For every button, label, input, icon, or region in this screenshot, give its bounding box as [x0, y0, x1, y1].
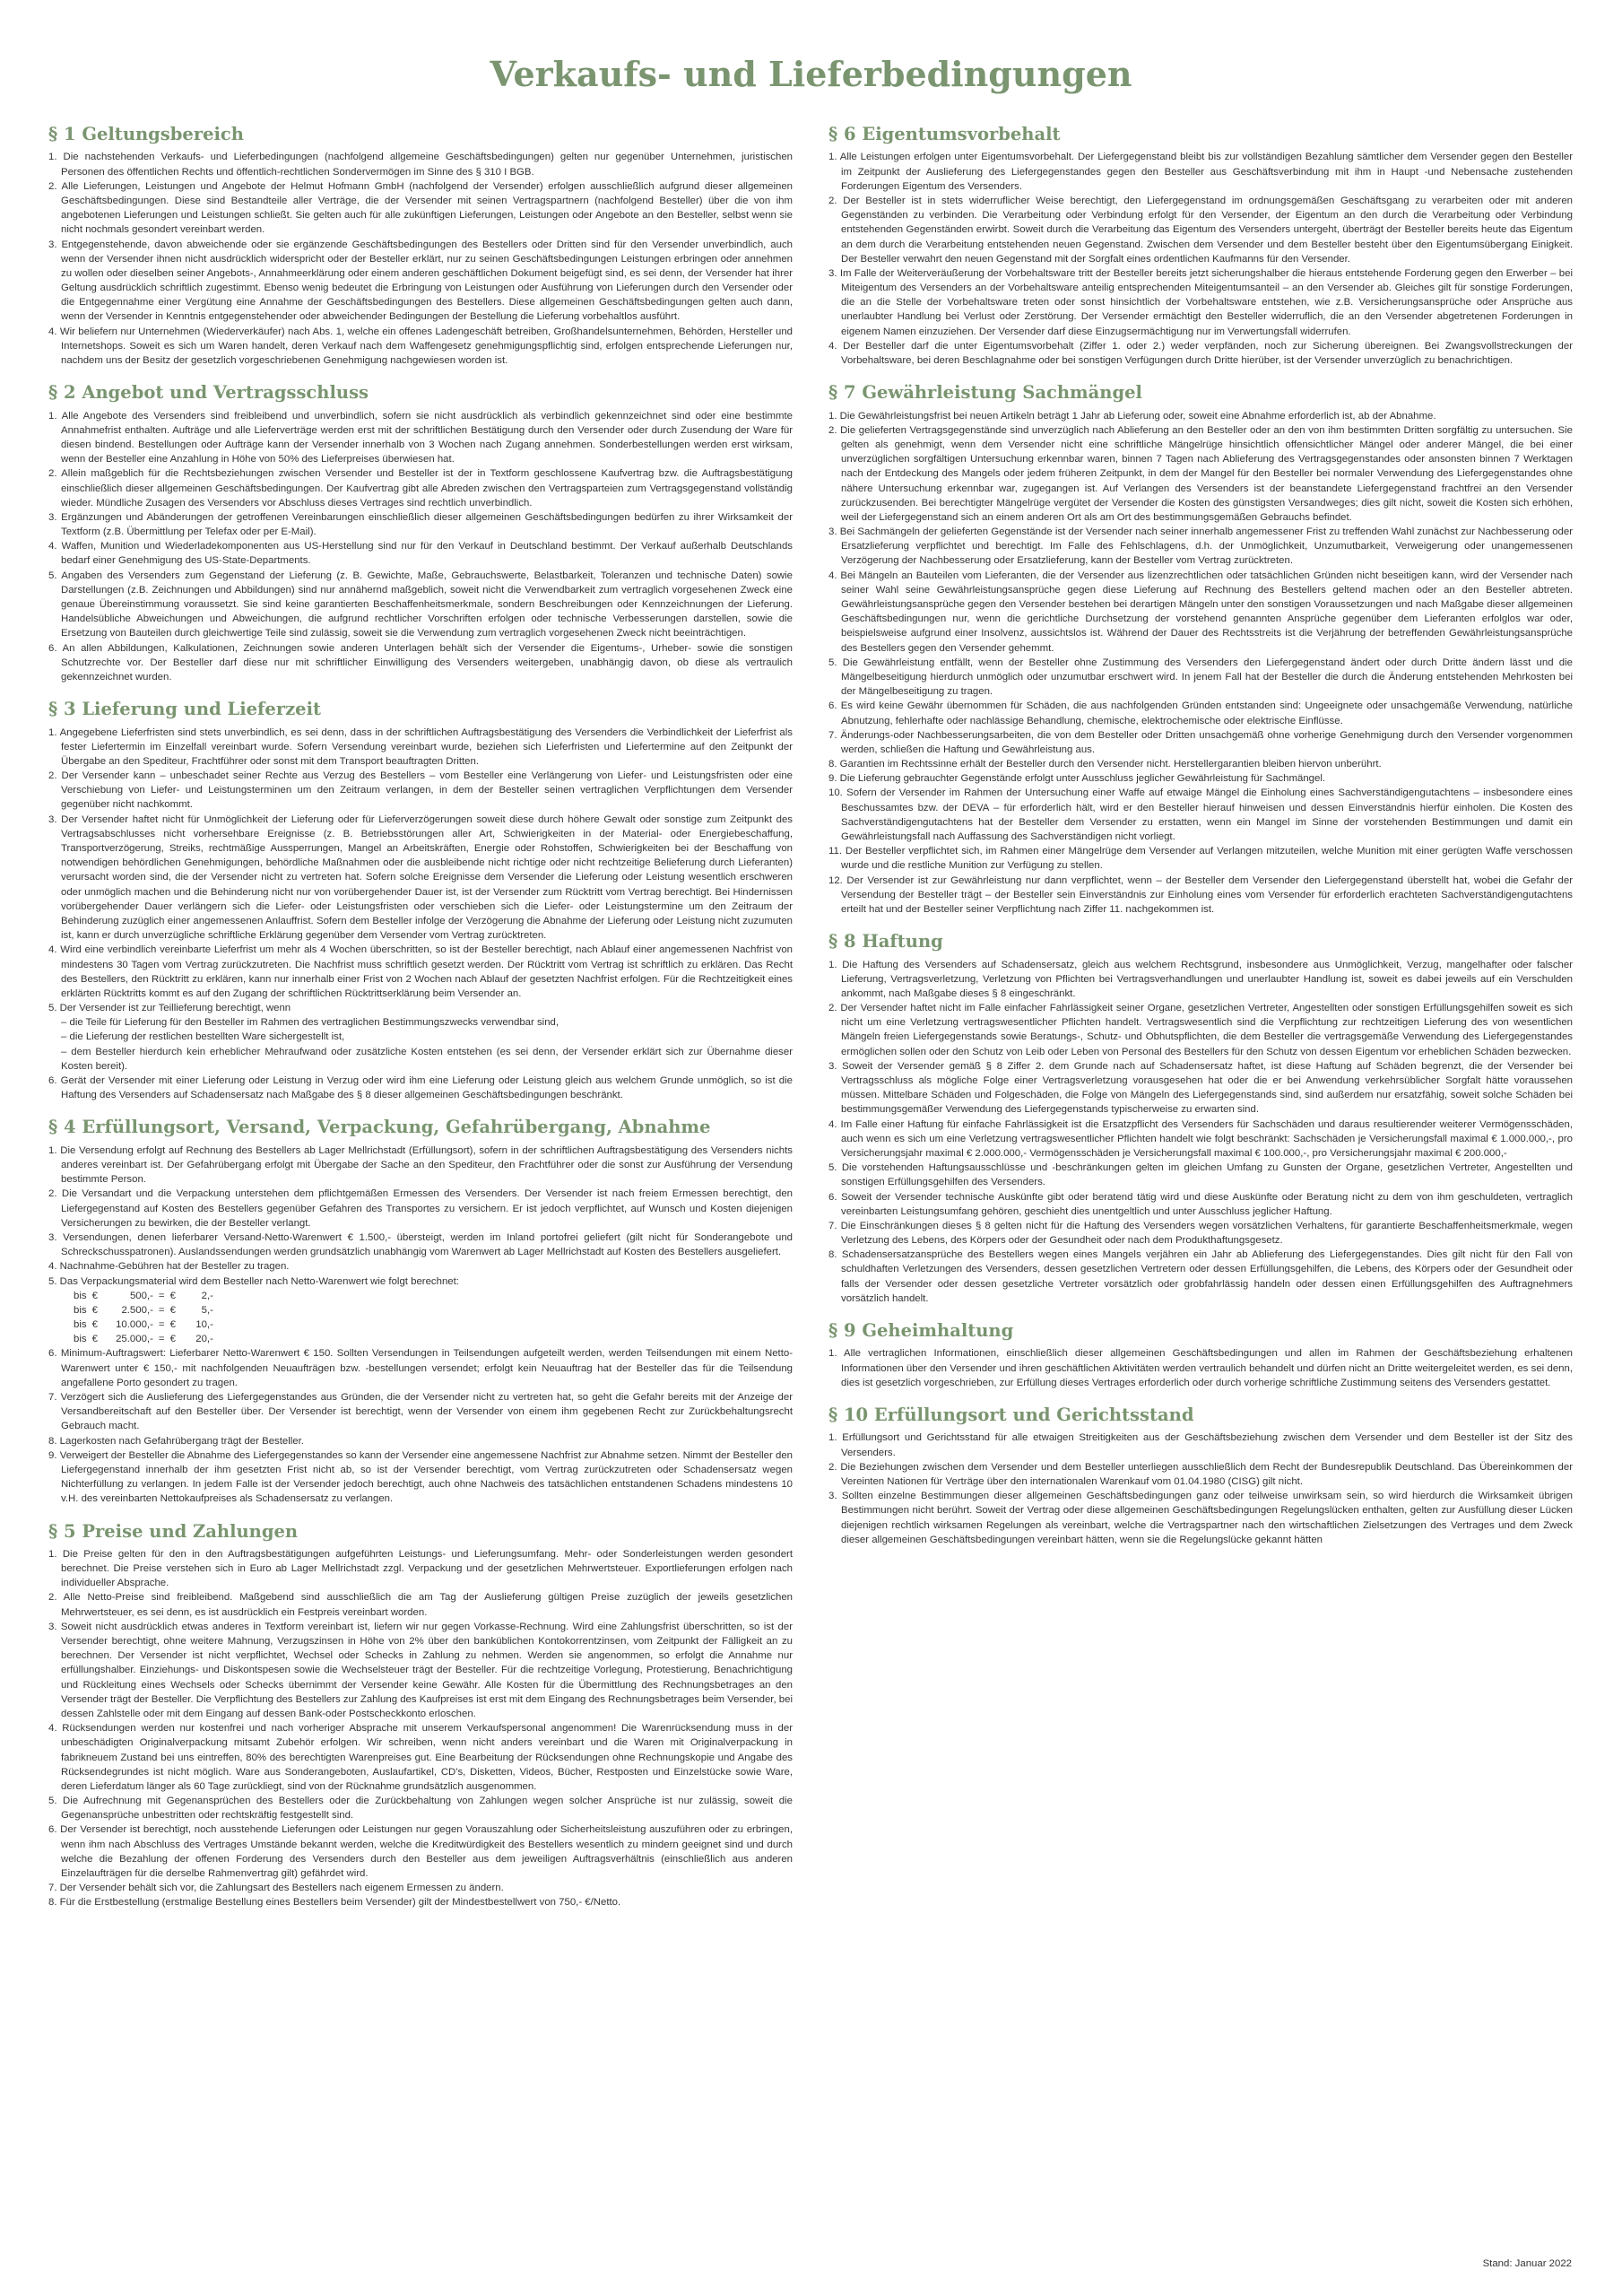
clause: 8. Für die Erstbestellung (erstmalige Bestellung eines Bestellers beim Versender) gilt der Mindestbestellwert von 750,- €/Netto.: [48, 1897, 621, 1909]
clause: 3. Bei Sachmängeln der gelieferten Gegenstände ist der Versender nach seiner innerhalb angemessener Frist zu treffenden Wahl zunächst zur Nachbesserung oder Ersatzlieferung verpflichtet und berechtigt. Im Falle des Fehlschlagens, d.h. der Unmöglichkeit, Unzumutbarkeit, Verweigerung oder unangemessenen Verzögerung der Nachbesserung oder Ersatzlieferung, kann der Besteller vom Vertrag zurücktreten.: [828, 526, 1573, 567]
packaging-eq: =: [158, 1304, 165, 1316]
clause: 5. Das Verpackungsmaterial wird dem Besteller nach Netto-Warenwert wie folgt berechnet:: [48, 1275, 459, 1287]
clause: 3. Der Versender haftet nicht für Unmöglichkeit der Lieferung oder für Lieferverzögerungen soweit diese durch höhere Gewalt oder sonstige zum Zeitpunkt des Vertragsabschlusses nicht vorhersehbare Ereignisse (z. B. Betriebsstörungen aller Art, Schwierigkeiten in der Material- oder Energiebeschaffung, Transportverzögerung, Streiks, rechtmäßige Aussperrungen, Mangel an Arbeitskräften, Energie oder Rohstoffen, Schwierigkeiten bei der Beschaffung von notwendigen behördlichen Genehmigungen, behördliche Maßnahmen oder die ausbleibende nicht richtige oder nicht rechtzeitige Belieferung durch Lieferanten) verursacht worden sind, die der Versender nicht zu vertreten hat. Sofern solche Ereignisse dem Versender die Lieferung oder Leistung wesentlich erschweren oder unmöglich machen und die Behinderung nicht nur von vorübergehender Dauer ist, ist der Versender zum Rücktritt vom Vertrag berechtigt. Bei Hindernissen vorübergehender Dauer verlängern sich die Liefer- oder Leistungsfristen oder verschieben sich die Liefer- oder Leistungstermine um den Zeitraum der Behinderung zuzüglich einer angemessenen Anlauffrist. Sofern dem Besteller infolge der Verzögerung die Abnahme der Lieferung oder Leistung nicht zuzumuten ist, kann er durch unverzügliche schriftliche Erklärung gegenüber dem Versender vom Vertrag zurücktreten.: [48, 813, 793, 942]
section-title: § 1 Geltungsbereich: [48, 124, 244, 144]
section-title: § 8 Haftung: [828, 931, 943, 952]
clause-list: [828, 150, 1573, 368]
clause-list: [828, 958, 1573, 1307]
packaging-label: bis: [74, 1304, 87, 1316]
clause: 1. Die Preise gelten für den in den Auftragsbestätigungen aufgeführten Leistungs- und Lieferungsumfang. Mehr- oder Sonderleistungen werden gesondert berechnet. Die Preise verstehen sich in Euro ab Lager Mellrichstadt zzgl. Verpackung und der gesetzlichen Mehrwertsteuer. Exportlieferungen erfolgen nach individueller Absprache.: [48, 1548, 793, 1589]
clause-list: [828, 409, 1573, 918]
packaging-cur2: €: [169, 1334, 176, 1345]
packaging-cur1: €: [91, 1334, 98, 1345]
packaging-cur1: €: [91, 1290, 98, 1301]
clause: 2. Allein maßgeblich für die Rechtsbeziehungen zwischen Versender und Besteller ist der in Textform geschlossene Kaufvertrag bzw. die Auftragsbestätigung einschließlich dieser allgemeinen Geschäftsbedingungen. Der Kaufvertrag gibt alle Abreden zwischen den Vertragsparteien zum Vertragsgegenstand vollständig wieder. Mündliche Zusagen des Versenders vor Abschluss dieses Vertrages sind rechtlich unverbindlich.: [48, 468, 793, 509]
two-column-layout: [48, 124, 1573, 2251]
clause: 1. Erfüllungsort und Gerichtsstand für alle etwaigen Streitigkeiten aus der Geschäftsbeziehung zwischen dem Versender und dem Besteller ist der Sitz des Versenders.: [828, 1432, 1573, 1458]
section-title: § 7 Gewährleistung Sachmängel: [828, 382, 1142, 404]
clause: 6. Minimum-Auftragswert: Lieferbarer Netto-Warenwert € 150. Sollten Versendungen in Teilsendungen aufgeteilt werden, werden Teilsendungen mit einem Netto-Warenwert unter € 150,- mit nachfolgenden Neuaufträgen bzw. -bestellungen versendet; erfolgt kein Neuauftrag hat der Besteller das für die Teilsendung angefallene Porto gesondert zu tragen.: [48, 1348, 793, 1388]
clause-list: [828, 1346, 1573, 1390]
clause: 3. Soweit nicht ausdrücklich etwas anderes in Textform vereinbart ist, liefern wir nur gegen Vorkasse-Rechnung. Wird eine Zahlungsfrist überschritten, so ist der Versender berechtigt, ohne weitere Mahnung, Verzugszinsen in Höhe von 2% über den banküblichen Kontokorrentzinsen, vom Zeitpunkt der Fälligkeit an zu berechnen. Der Versender ist nicht verpflichtet, Wechsel oder Schecks in Zahlung zu nehmen. Werden sie angenommen, so erfolgt die Annahme nur erfüllungshalber. Einziehungs- und Diskontspesen sowie die Wechselsteuer trägt der Besteller. Für die rechtzeitige Vorlegung, Protestierung, Benachrichtigung und Rückleitung eines Wechsels oder Schecks übernimmt der Versender keine Gewähr. Alle Kosten für die Übermittlung des Rechnungsbetrages an den Versender trägt der Besteller. Die Verpflichtung des Bestellers zur Zahlung des Kaufpreises ist erst mit dem Eingang des Rechnungsbetrages beim Versender, bei dessen Zahlstelle oder mit dem Eingang auf dessen Bank-oder Postscheckkonto erloschen.: [48, 1621, 793, 1719]
right-column: [828, 124, 1573, 2251]
section: [828, 931, 1573, 1306]
clause: 6. Der Versender ist berechtigt, noch ausstehende Lieferungen oder Leistungen nur gegen Vorauszahlung oder Sicherheitsleistung auszuführen oder zu erbringen, wenn ihm nach Abschluss des Vertrages Umstände bekannt werden, welche die Kreditwürdigkeit des Bestellers wesentlich zu mindern geeignet sind und durch welche die Bezahlung der offenen Forderung des Versenders durch den Besteller aus dem jeweiligen Auftragsverhältnis (einschließlich aus anderen Einzelaufträgen für die derselbe Rahmenvertrag gilt) gefährdet wird.: [48, 1824, 793, 1880]
clause: 2. Alle Netto-Preise sind freibleibend. Maßgebend sind ausschließlich die am Tag der Auslieferung gültigen Preise zuzüglich der jeweils gesetzlichen Mehrwertsteuer, es sei denn, es ist ausdrücklich ein Festpreis vereinbart worden.: [48, 1592, 793, 1618]
packaging-fee-table: [74, 1289, 219, 1347]
section: [48, 124, 793, 368]
clause: 4. Waffen, Munition und Wiederladekomponenten aus US-Herstellung sind nur für den Verkauf in Deutschland bestimmt. Der Verkauf außerhalb Deutschlands bedarf einer Genehmigung des US-State-Departments.: [48, 541, 793, 567]
packaging-cur2: €: [169, 1290, 176, 1301]
packaging-amount: 500,-: [129, 1290, 153, 1301]
clause: 1. Die Haftung des Versenders auf Schadensersatz, gleich aus welchem Rechtsgrund, insbesondere aus Unmöglichkeit, Verzug, mangelhafter oder falscher Lieferung, Vertragsverletzung, Verletzung von Pflichten bei Vertragsverhandlungen und unerlaubter Handlung ist, soweit es dabei jeweils auf ein Verschulden ankommt, nach Maßgabe dieses § 8 eingeschränkt.: [828, 959, 1573, 999]
clause: 2. Der Versender kann – unbeschadet seiner Rechte aus Verzug des Bestellers – vom Besteller eine Verlängerung von Liefer- und Leistungsfristen oder eine Verschiebung von Liefer- und Leistungsterminen um den Zeitraum verlangen, in dem der Besteller seinen vertraglichen Verpflichtungen dem Versender gegenüber nicht nachkommt.: [48, 770, 793, 811]
clause: 1. Die nachstehenden Verkaufs- und Lieferbedingungen (nachfolgend allgemeine Geschäftsbedingungen) gelten nur gegenüber Unternehmen, juristischen Personen des öffentlichen Rechts und öffentlich-rechtlichen Sondervermögen im Sinne des § 310 I BGB.: [48, 152, 793, 178]
packaging-label: bis: [74, 1334, 87, 1345]
packaging-fee: 20,-: [195, 1334, 213, 1345]
section-title: § 3 Lieferung und Lieferzeit: [48, 699, 321, 720]
clause-list: [48, 1547, 793, 1910]
clause: 5. Die Aufrechnung mit Gegenansprüchen des Bestellers oder die Zurückbehaltung von Zahlungen wegen solcher Ansprüche ist nur zulässig, soweit die Gegenansprüche unbestritten oder rechtskräftig festgestellt sind.: [48, 1796, 793, 1822]
clause: 2. Die gelieferten Vertragsgegenstände sind unverzüglich nach Ablieferung an den Besteller oder an den von ihm bestimmten Dritten sorgfältig zu untersuchen. Sie gelten als genehmigt, wenn dem Versender nicht eine schriftliche Mängelrüge hinsichtlich offensichtlicher Mängel oder anderer Mängel, die bei einer unverzüglichen sorgfältigen Untersuchung erkennbar waren, binnen 7 Tagen nach Ablieferung des Vertragsgegenstandes oder ansonsten binnen 7 Werktagen nach der Entdeckung des Mangels oder jedem früheren Zeitpunkt, in dem der Mangel für den Besteller bei normaler Verwendung des Liefergegenstandes ohne nähere Untersuchung erkennbar war, zugegangen ist. Auf Verlangen des Versenders ist der beanstandete Liefergegenstand frachtfrei an den Versender zurückzusenden. Bei berechtigter Mängelrüge vergütet der Versender die Kosten des günstigsten Versandweges; dies gilt nicht, soweit die Kosten sich erhöhen, weil der Liefergegenstand sich an einem anderen Ort als am Ort des bestimmungsgemäßen Gebrauchs befindet.: [828, 424, 1573, 523]
packaging-eq: =: [158, 1319, 165, 1331]
document-title: Verkaufs- und Lieferbedingungen: [490, 54, 1132, 94]
clause: 3. Im Falle der Weiterveräußerung der Vorbehaltsware tritt der Besteller bereits jetzt sicherungshalber die hieraus entstehende Forderung gegen den Erwerber – bei Miteigentum des Versenders an der Vorbehaltsware anteilig entsprechenden Miteigentumsanteil – an den Versender ab. Gleiches gilt für sonstige Forderungen, die an die Stelle der Vorbehaltsware treten oder sonst hinsichtlich der Vorbehaltsware entstehen, wie z.B. Versicherungsansprüche oder Ansprüche aus unerlaubter Handlung bei Verlust oder Zerstörung. Der Versender ermächtigt den Besteller widerruflich, die an den Versender abgetretenen Forderungen in eigenem Namen einzuziehen. Der Versender darf diese Einzugsermächtigung nur im Verwertungsfall widerrufen.: [828, 267, 1573, 337]
left-column: [48, 124, 802, 2251]
packaging-row: [74, 1303, 219, 1318]
clause: 1. Die Versendung erfolgt auf Rechnung des Bestellers ab Lager Mellrichstadt (Erfüllungsort), sofern in der schriftlichen Auftragsbestätigung des Versenders nichts anderes vereinbart ist. Der Gefahrübergang erfolgt mit Übergabe der Sache an den Spediteur, den Frachtführer oder die sonst zur Ausführung der Versendung bestimmte Person.: [48, 1144, 793, 1186]
section-title: § 9 Geheimhaltung: [828, 1320, 1014, 1342]
section: [48, 1117, 793, 1506]
section: [828, 1405, 1573, 1547]
clause: 4. Wir beliefern nur Unternehmen (Wiederverkäufer) nach Abs. 1, welche ein offenes Ladengeschäft betreiben, Großhandelsunternehmen, Behörden, Hersteller und Internetshops. Soweit es sich um Waren handelt, deren Verkauf nach dem Waffengesetz genehmigungspflichtig sind, erfolgen entsprechende Lieferungen nur, nachdem uns der Besitz der gesetzlich vorgeschriebenen Genehmigung nachgewiesen worden ist.: [48, 326, 793, 367]
section-title: § 6 Eigentumsvorbehalt: [828, 124, 1061, 144]
clause: 2. Der Besteller ist in stets widerruflicher Weise berechtigt, den Liefergegenstand im ordnungsgemäßen Geschäftsgang zu verarbeiten oder mit anderen Gegenständen zu verbinden. Die Verarbeitung oder Verbindung erfolgt für den Versender, der Eigentum an den durch die Verarbeitung oder Verbindung entstehenden Gegenständen erwirbt. Soweit durch die Verarbeitung das Eigentum des Versenders untergeht, überträgt der Besteller bereits heute das Eigentum an dem durch die Verarbeitung entstehenden neuen Gegenstand. Zwischen dem Versender und dem Besteller besteht über den Eigentumsübergang Einigkeit. Der Besteller verwahrt den neuen Gegenstand mit der Sorgfalt eines ordentlichen Kaufmanns für den Versender.: [828, 195, 1573, 265]
packaging-cur1: €: [91, 1319, 98, 1331]
packaging-eq: =: [158, 1334, 165, 1345]
packaging-amount: 2.500,-: [121, 1304, 153, 1316]
clause: 6. Gerät der Versender mit einer Lieferung oder Leistung in Verzug oder wird ihm eine Lieferung oder Leistung gleich aus welchem Grunde unmöglich, so ist die Haftung des Versenders auf Schadensersatz nach Maßgabe des § 8 dieser allgemeinen Geschäftsbedingungen beschränkt.: [48, 1075, 793, 1101]
clause-list: [48, 409, 793, 685]
clause: 9. Verweigert der Besteller die Abnahme des Liefergegenstandes so kann der Versender eine angemessene Nachfrist zur Abnahme setzen. Nimmt der Besteller den Liefergegenstand innerhalb der ihm gesetzten Frist nicht ab, so ist der Versender berechtigt, vom Vertrag zurückzutreten oder Schadensersatz wegen Nichterfüllung zu verlangen. In jedem Falle ist der Versender jedoch berechtigt, auch ohne Nachweis des tatsächlichen entstandenen Schadens mindestens 10 v.H. des vereinbarten Nettokaufpreises als Schadensersatz zu verlangen.: [48, 1449, 793, 1505]
clause: 4. Rücksendungen werden nur kostenfrei und nach vorheriger Absprache mit unserem Verkaufspersonal angenommen! Die Warenrücksendung muss in der unbeschädigten Originalverpackung mitsamt Zubehör erfolgen. Wir schreiben, wenn nicht anders vereinbart und die Waren mit Originalverpackung in fabrikneuem Zustand bei uns eintreffen, 80% des berechtigten Warenpreises gut. Eine Bearbeitung der Rücksendungen ohne Rechnungskopie und Angabe des Rücksendegrundes ist nicht möglich. Ware aus Sonderangeboten, Auslaufartikel, CD's, Disketten, Videos, Bücher, Restposten und Einzelstücke sowie Ware, deren Lieferdatum länger als 60 Tage zurückliegt, sind von der Rücknahme grundsätzlich ausgenommen.: [48, 1723, 793, 1792]
clause: 6. Soweit der Versender technische Auskünfte gibt oder beratend tätig wird und diese Auskünfte oder Beratung nicht zu dem von ihm geschuldeten, vertraglich vereinbarten Leistungsumfang gehören, geschieht dies unentgeltlich und unter Ausschluss jeglicher Haftung.: [828, 1191, 1573, 1217]
clause: 5. Angaben des Versenders zum Gegenstand der Lieferung (z. B. Gewichte, Maße, Gebrauchswerte, Belastbarkeit, Toleranzen und technische Daten) sowie Darstellungen (z.B. Zeichnungen und Abbildungen) sind nur annähernd maßgeblich, soweit nicht die Verwendbarkeit zum vertraglich vorgesehenen Zweck eine genaue Übereinstimmung voraussetzt. Sie sind keine garantierten Beschaffenheitsmerkmale, sondern Beschreibungen oder Kennzeichnungen der Lieferung. Handelsübliche Abweichungen und Abweichungen, die aufgrund rechtlicher Vorschriften erfolgen oder technische Verbesserungen darstellen, sowie die Ersetzung von Bauteilen durch gleichwertige Teile sind zulässig, soweit sie die Verwendung zum vertraglich vorgesehenen Zweck nicht beeinträchtigen.: [48, 570, 793, 639]
packaging-eq: =: [158, 1290, 165, 1301]
clause: 4. Im Falle einer Haftung für einfache Fahrlässigkeit ist die Ersatzpflicht des Versenders für Sachschäden und daraus resultierender weiterer Vermögensschäden, auch wenn es sich um eine Verletzung vertragswesentlicher Pflichten handelt wie folgt beschränkt: Sachschäden je Versicherungsfall maximal € 1.000.000,-, pro Versicherungsjahr maximal € 2.000.000,- Vermögensschäden je Versicherungsfall maximal € 100.000,-, pro Versicherungsjahr maximal € 200.000,-: [828, 1118, 1573, 1159]
clause-list: [48, 726, 793, 1103]
clause: 3. Soweit der Versender gemäß § 8 Ziffer 2. dem Grunde nach auf Schadensersatz haftet, ist diese Haftung auf Schäden begrenzt, die der Versender bei Vertragsschluss als mögliche Folge einer Vertragsverletzung vorausgesehen hat oder die er bei Anwendung verkehrsüblicher Sorgfalt hätte voraussehen müssen. Mittelbare Schäden und Folgeschäden, die Folge von Mängeln des Liefergegenstands sind, sind außerdem nur ersatzfähig, soweit solche Schäden bei bestimmungsgemäßer Verwendung des Liefergegenstands typischerweise zu erwarten sind.: [828, 1060, 1573, 1116]
packaging-cur2: €: [169, 1304, 176, 1316]
sub-clause: – die Lieferung der restlichen bestellten Ware sichergestellt ist,: [61, 1031, 345, 1043]
clause: 7. Verzögert sich die Auslieferung des Liefergegenstandes aus Gründen, die der Versender nicht zu vertreten hat, so geht die Gefahr bereits mit der Anzeige der Versandbereitschaft auf den Besteller über. Der Versender ist berechtigt, wenn der Versender von einem ihm gegebenen Recht zur Zurückbehaltungsrecht Gebrauch macht.: [48, 1392, 793, 1432]
clause: 2. Die Beziehungen zwischen dem Versender und dem Besteller unterliegen ausschließlich dem Recht der Bundesrepublik Deutschland. Das Übereinkommen der Vereinten Nationen für Verträge über den internationalen Warenkauf vom 01.04.1980 (CISG) gilt nicht.: [828, 1461, 1573, 1487]
clause: 8. Schadensersatzansprüche des Bestellers wegen eines Mangels verjähren ein Jahr ab Ablieferung des Liefergegenstandes. Dies gilt nicht für den Fall von schuldhaften Verletzungen des Versenders, dessen gesetzlichen Vertretern oder dessen Erfüllungsgehilfen, die Lebens, des Körpers oder der Gesundheit oder falls der Versender oder dessen gesetzliche Vertreter vorsätzlich oder grobfahrlässig handeln oder dessen einen Erfüllungsgehilfen des Auftragnehmers vorsätzlich handelt.: [828, 1249, 1573, 1304]
clause-list: [828, 1431, 1573, 1547]
clause: 2. Die Versandart und die Verpackung unterstehen dem pflichtgemäßen Ermessen des Versenders. Der Versender ist nach freiem Ermessen berechtigt, den Liefergegenstand auf Kosten des Bestellers gegenüber Gefahren des Transportes zu versichern. Er ist jedoch verpflichtet, auf Wunsch und Kosten diejenigen Versicherungen zu bewirken, die der Besteller verlangt.: [48, 1188, 793, 1229]
packaging-row: [74, 1332, 219, 1346]
packaging-fee: 5,-: [201, 1304, 213, 1316]
clause: 5. Die vorstehenden Haftungsausschlüsse und -beschränkungen gelten im gleichen Umfang zu Gunsten der Organe, gesetzlichen Vertreter, Angestellten und sonstigen Erfüllungsgehilfen des Versenders.: [828, 1162, 1573, 1188]
packaging-fee: 10,-: [195, 1319, 213, 1331]
packaging-label: bis: [74, 1290, 87, 1301]
section: [48, 699, 793, 1102]
clause: 12. Der Versender ist zur Gewährleistung nur dann verpflichtet, wenn – der Besteller dem Versender den Liefergegenstand überstellt hat, wobei die Gefahr der Versendung der Besteller trägt – der Besteller sein Einverständnis zur Einholung eines vom Versender für erforderlich erachteten Sachverständigengutachtens erteilt hat und der Besteller seiner Verpflichtung nach Ziffer 11. nachgekommen ist.: [828, 874, 1573, 915]
packaging-row: [74, 1318, 219, 1332]
clause: 4. Wird eine verbindlich vereinbarte Lieferfrist um mehr als 4 Wochen überschritten, so ist der Besteller berechtigt, nach Ablauf einer angemessenen Nachfrist von mindestens 30 Tagen vom Vertrag zurückzutreten. Die Nachfrist muss schriftlich gesetzt werden. Der Rücktritt vom Vertrag ist schriftlich zu erklären. Das Recht des Bestellers, den Rücktritt zu erklären, kann nur innerhalb einer Frist von 2 Wochen nach Ablauf der gesetzten Nachfrist erfolgen. Für die Rechtzeitigkeit eines erklärten Rücktritts kommt es auf den Zugang der schriftlichen Rücktrittserklärung beim Versender an.: [48, 944, 793, 999]
clause: 5. Der Versender ist zur Teillieferung berechtigt, wenn: [48, 1003, 291, 1014]
clause: 8. Garantien im Rechtssinne erhält der Besteller durch den Versender nicht. Herstellergarantien bleiben hiervon unberührt.: [828, 759, 1382, 770]
clause: 7. Die Einschränkungen dieses § 8 gelten nicht für die Haftung des Versenders wegen vorsätzlichen Verhaltens, für garantierte Beschaffenheitsmerkmale, wegen Verletzung des Lebens, des Körpers oder der Gesundheit oder nach dem Produkthaftungsgesetz.: [828, 1220, 1573, 1247]
clause: 8. Lagerkosten nach Gefahrübergang trägt der Besteller.: [48, 1435, 304, 1447]
section-title: § 5 Preise und Zahlungen: [48, 1520, 299, 1542]
section: [48, 1521, 793, 1910]
clause: 1. Alle Leistungen erfolgen unter Eigentumsvorbehalt. Der Liefergegenstand bleibt bis zur vollständigen Bezahlung sämtlicher dem Versender gegen den Besteller im Zeitpunkt der Auslieferung des Liefergegenstandes gegen den Besteller aus Geschäftsverbindung mit ihm in Haupt -und Nebensache zustehenden Forderungen Eigentum des Versenders.: [828, 152, 1573, 192]
sub-clause: – dem Besteller hierdurch kein erheblicher Mehraufwand oder zusätzliche Kosten entstehen (es sei denn, der Versender erklärt sich zur Übernahme dieser Kosten bereit).: [61, 1046, 793, 1072]
clause: 6. Es wird keine Gewähr übernommen für Schäden, die aus nachfolgenden Gründen entstanden sind: Ungeeignete oder unsachgemäße Verwendung, natürliche Abnutzung, fehlerhafte oder nachlässige Behandlung, chemische, elektrochemische oder elektrische Einflüsse.: [828, 700, 1573, 726]
clause-list: [48, 150, 793, 368]
clause: 2. Alle Lieferungen, Leistungen und Angebote der Helmut Hofmann GmbH (nachfolgend der Versender) erfolgen ausschließlich aufgrund dieser allgemeinen Geschäftsbedingungen. Diese sind Bestandteile aller Verträge, die der Versender mit seinen Vertragspartnern (nachfolgend Besteller) über die von ihm angebotenen Lieferungen und Leistungen schließt. Sie gelten auch für alle zukünftigen Lieferungen, Leistungen oder Angebote an den Besteller, selbst wenn sie nicht nochmals gesondert vereinbart werden.: [48, 180, 793, 236]
clause: 1. Die Gewährleistungsfrist bei neuen Artikeln beträgt 1 Jahr ab Lieferung oder, soweit eine Abnahme erforderlich ist, ab der Abnahme.: [828, 410, 1436, 422]
clause: 2. Der Versender haftet nicht im Falle einfacher Fahrlässigkeit seiner Organe, gesetzlichen Vertreter, Angestellten oder sonstigen Erfüllungsgehilfen soweit es sich nicht um eine Verletzung vertragswesentlicher Pflichten handelt. Vertragswesentlich sind die Verpflichtung zur rechtzeitigen Lieferung des von wesentlichen Mängeln freien Liefergegenstands sowie Beratungs-, Schutz- und Obhutspflichten, die dem Besteller die vertragsgemäße Verwendung des Liefergegenstandes ermöglichen sollen oder den Schutz von Leib oder Leben von Personal des Bestellers für den Schutz von dessen Eigentum vor erheblichen Schäden bezwecken.: [828, 1003, 1573, 1057]
clause: 10. Sofern der Versender im Rahmen der Untersuchung einer Waffe auf etwaige Mängel die Einholung eines Sachverständigengutachtens – insbesondere eines Beschussamtes bzw. der DEVA – für erforderlich hält, wird er den Besteller hierauf hinweisen und dessen Einverständnis hierfür einholen. Die Kosten des Sachverständigengutachtens hat der Besteller dem Versender zu erstatten, wenn ein Mangel im Sinne der vorstehenden Bestimmungen und damit ein Gewährleistungsfall nach Auffassung des Sachverständigen nicht vorliegt.: [828, 787, 1573, 843]
packaging-label: bis: [74, 1319, 87, 1331]
section: [828, 382, 1573, 917]
section: [48, 382, 793, 684]
clause: 9. Die Lieferung gebrauchter Gegenstände erfolgt unter Ausschluss jeglicher Gewährleistung für Sachmängel.: [828, 773, 1326, 785]
clause: 4. Bei Mängeln an Bauteilen vom Lieferanten, die der Versender aus lizenzrechtlichen oder tatsächlichen Gründen nicht beseitigen kann, wird der Versender nach seiner Wahl seine Gewährleistungsansprüche gegen diese Lieferung auf Rechnung des Bestellers geltend machen oder an den Besteller abtreten. Gewährleistungsansprüche gegen den Versender bestehen bei derartigen Mängeln unter den sonstigen Voraussetzungen und nach Maßgabe dieser allgemeinen Geschäftsbedingungen nur, wenn die gerichtliche Durchsetzung der vorstehend genannten Ansprüche gegenüber dem Lieferanten erfolglos war oder, beispielsweise aufgrund einer Insolvenz, aussichtslos ist. Während der Dauer des Rechtsstreits ist die Verjährung der betreffenden Gewährleistungsansprüche des Bestellers gegen den Versender gehemmt.: [828, 570, 1573, 654]
packaging-table-wrapper: [48, 1289, 793, 1347]
clause: 4. Nachnahme-Gebühren hat der Besteller zu tragen.: [48, 1261, 290, 1273]
packaging-row: [74, 1289, 219, 1303]
clause: 11. Der Besteller verpflichtet sich, im Rahmen einer Mängelrüge dem Versender auf Verlangen mitzuteilen, welche Munition mit einer gerügten Waffe verschossen wurde und die restliche Munition zur Verfügung zu stellen.: [828, 846, 1573, 872]
clause: 3. Entgegenstehende, davon abweichende oder sie ergänzende Geschäftsbedingungen des Bestellers oder Dritten sind für den Versender unverbindlich, auch wenn der Versender ihnen nicht ausdrücklich widerspricht oder der Besteller erklärt, nur zu seinen Geschäftsbedingungen Leistungen erbringen oder annehmen zu wollen oder dieselben seiner Angebots-, Annahmeerklärung oder einem anderen geschäftlichen Dokument beigefügt sind, es sei denn, der Versender hat ihrer Geltung ausdrücklich schriftlich zugestimmt. Ebenso wenig bedeutet die Erbringung von Leistungen oder Ausführung von Lieferungen durch den Versender oder die Entgegennahme einer Vergütung eine Annahme der Geschäftsbedingungen des Bestellers. Diese allgemeinen Geschäftsbedingungen gelten auch dann, wenn der Versender in Kenntnis entgegenstehender oder abweichender Bedingungen der Bestellung die Lieferung vorbehaltlos ausführt.: [48, 239, 793, 323]
clause: 6. An allen Abbildungen, Kalkulationen, Zeichnungen sowie anderen Unterlagen behält sich der Versender die Eigentums-, Urheber- sowie die sonstigen Schutzrechte vor. Der Besteller darf diese nur mit schriftlicher Einwilligung des Versenders weitergeben, unabhängig davon, ob diese als vertraulich gekennzeichnet wurden.: [48, 642, 793, 683]
clause: 5. Die Gewährleistung entfällt, wenn der Besteller ohne Zustimmung des Versenders den Liefergegenstand ändert oder durch Dritte ändern lässt und die Mängelbeseitigung hierdurch unmöglich oder unzumutbar erschwert wird. In jenem Fall hat der Besteller die durch die Änderung entstehenden Mehrkosten bei der Mängelbeseitigung zu tragen.: [828, 657, 1573, 698]
clause-list: [48, 1144, 793, 1507]
clause: 7. Änderungs-oder Nachbesserungsarbeiten, die von dem Besteller oder Dritten unsachgemäß ohne vorherige Genehmigung durch den Versender vorgenommen werden, schließen die Haftung und Gewährleistung aus.: [828, 729, 1573, 755]
packaging-fee: 2,-: [201, 1290, 213, 1301]
section-title: § 10 Erfüllungsort und Gerichtsstand: [828, 1405, 1194, 1425]
section-title: § 2 Angebot und Vertragsschluss: [48, 382, 369, 404]
section: [828, 124, 1573, 368]
packaging-amount: 10.000,-: [116, 1319, 153, 1331]
clause: 1. Angegebene Lieferfristen sind stets unverbindlich, es sei denn, dass in der schriftlichen Auftragsbestätigung des Versenders die Verbindlichkeit der Lieferfrist als fester Liefertermin im Einzelfall vereinbart wurde. Sofern Versendung vereinbart wurde, beziehen sich Lieferfristen und Liefertermine auf den Zeitpunkt der Übergabe an den Spediteur, Frachtführer oder sonst mit dem Transport beauftragten Dritten.: [48, 726, 793, 767]
sub-clause: – die Teile für Lieferung für den Besteller im Rahmen des vertraglichen Bestimmungszwecks verwendbar sind,: [61, 1017, 559, 1029]
clause: 4. Der Besteller darf die unter Eigentumsvorbehalt (Ziffer 1. oder 2.) weder verpfänden, noch zur Sicherung übereignen. Bei Zwangsvollstreckungen der Vorbehaltsware, bei deren Beschlagnahme oder bei sonstigen Verfügungen durch Dritte hierüber, ist der Versender unverzüglich zu benachrichtigen.: [828, 340, 1573, 367]
clause: 1. Alle Angebote des Versenders sind freibleibend und unverbindlich, sofern sie nicht ausdrücklich als verbindlich gekennzeichnet sind oder eine bestimmte Annahmefrist enthalten. Aufträge und alle Lieferverträge werden erst mit der schriftlichen Bestätigung durch den Versender oder durch Zusendung der Ware für diesen bindend. Bestellungen oder Aufträge kann der Versender innerhalb von 3 Wochen nach Zugang annehmen. Sonderbestellungen werden erst wirksam, wenn der Besteller eine Anzahlung in Höhe von 50% des Lieferpreises überwiesen hat.: [48, 410, 793, 465]
packaging-amount: 25.000,-: [116, 1334, 153, 1345]
clause: 3. Versendungen, denen lieferbarer Versand-Netto-Warenwert € 1.500,- übersteigt, werden im Inland portofrei geliefert (gilt nicht für Sonderangebote und Schreckschusspatronen). Auslandssendungen werden grundsätzlich unabhängig vom Warenwert ab Lager Mellrichstadt auf Kosten des Bestellers ausgeliefert.: [48, 1231, 793, 1258]
packaging-cur1: €: [91, 1304, 98, 1316]
packaging-cur2: €: [169, 1319, 176, 1331]
clause: 7. Der Versender behält sich vor, die Zahlungsart des Bestellers nach eigenem Ermessen zu ändern.: [48, 1883, 504, 1894]
clause: 3. Sollten einzelne Bestimmungen dieser allgemeinen Geschäftsbedingungen ganz oder teilweise unwirksam sein, so wird hierdurch die Wirksamkeit übrigen Bestimmungen nicht berührt. Soweit der Vertrag oder diese allgemeinen Geschäftsbedingungen Regelungslücken enthalten, gelten zur Ausfüllung dieser Lücken diejenigen rechtlich wirksamen Regelungen als vereinbart, welche die Vertragspartner nach den wirtschaftlichen Zielsetzungen des Vertrages und dem Zweck dieser allgemeinen Geschäftsbedingungen vereinbart hätten, wenn sie die Regelungslücke gekannt hätten: [828, 1491, 1573, 1545]
clause: 3. Ergänzungen und Abänderungen der getroffenen Vereinbarungen einschließlich dieser allgemeinen Geschäftsbedingungen bedürfen zu ihrer Wirksamkeit der Textform (z.B. Übermittlung per Telefax oder per E-Mail).: [48, 511, 793, 538]
section: [828, 1320, 1573, 1390]
section-title: § 4 Erfüllungsort, Versand, Verpackung, Gefahrübergang, Abnahme: [48, 1117, 711, 1138]
revision-date: Stand: Januar 2022: [1482, 2258, 1572, 2269]
clause: 1. Alle vertraglichen Informationen, einschließlich dieser allgemeinen Geschäftsbedingungen und allen im Rahmen der Geschäftsbeziehung erhaltenen Informationen über den Versender und ihren geschäftlichen Aktivitäten werden vertraulich behandelt und dürfen nicht an Dritte weitergeleitet werden, es sei denn, dies ist gesetzlich vorgeschrieben, zur Erfüllung dieses Vertrages erforderlich oder durch vorherige schriftliche Zustimmung seitens des Versenders gestattet.: [828, 1348, 1573, 1388]
